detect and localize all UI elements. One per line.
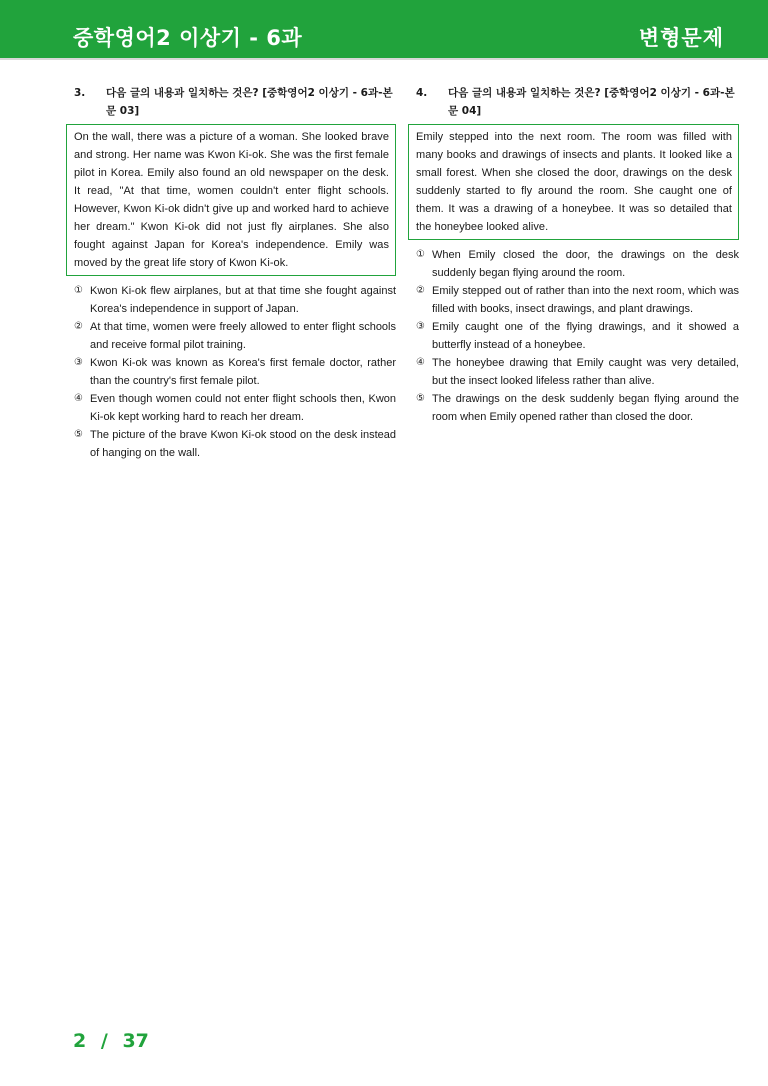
option-text: Even though women could not enter flight schools then, Kwon Ki-ok kept working hard to reach her dream. [90,393,396,423]
header-title: 중학영어2 이상기 - 6과 [73,26,303,50]
option-text: Emily caught one of the flying drawings, and it showed a butterfly instead of a honeybee. [432,321,739,351]
answer-option[interactable] [416,282,739,318]
option-text: When Emily closed the door, the drawings on the desk suddenly began flying around the room. [432,249,739,279]
page-number [73,1030,149,1052]
option-text: The picture of the brave Kwon Ki-ok stood on the desk instead of hanging on the wall. [90,429,396,459]
option-text: The honeybee drawing that Emily caught was very detailed, but the insect looked lifeless rather than alive. [432,357,739,387]
question-number: 4. [416,87,428,99]
option-marker: ② [416,285,425,296]
question-4 [408,84,739,426]
option-marker: ③ [416,321,425,332]
option-marker: ③ [74,357,83,368]
option-marker: ① [74,285,83,296]
option-marker: ① [416,249,425,260]
option-text: Kwon Ki-ok was known as Korea's first female doctor, rather than the country's first female pilot. [90,357,396,387]
option-text: Kwon Ki-ok flew airplanes, but at that time she fought against Korea's independence in support of Japan. [90,285,396,315]
answer-option[interactable] [74,354,396,390]
current-page: 2 [73,1030,87,1052]
answer-option[interactable] [416,246,739,282]
question-number: 3. [74,87,86,99]
header-label: 변형문제 [638,26,724,50]
option-text: Emily stepped out of rather than into the next room, which was filled with books, insect drawings, and plant drawings. [432,285,739,315]
page-separator: / [100,1030,108,1052]
question-text: 다음 글의 내용과 일치하는 것은? [중학영어2 이상기 - 6과-본문 03] [106,87,393,117]
answer-option[interactable] [74,282,396,318]
option-marker: ④ [416,357,425,368]
total-pages: 37 [122,1030,149,1052]
passage-box: On the wall, there was a picture of a woman. She looked brave and strong. Her name was Kwon Ki-ok. She was the first female pilot in Korea. Emily also found an old newspaper on the desk. It read, "At that time, women couldn't enter flight schools. However, Kwon Ki-ok didn't give up and worked hard to achieve her dream." Kwon Ki-ok did not just fly airplanes. She also fought against Japan for Korea's independence. Emily was moved by the great life story of Kwon Ki-ok. [66,124,396,276]
option-marker: ④ [74,393,83,404]
question-text: 다음 글의 내용과 일치하는 것은? [중학영어2 이상기 - 6과-본문 04] [448,87,735,117]
option-marker: ⑤ [74,429,83,440]
answer-option[interactable] [416,354,739,390]
option-marker: ⑤ [416,393,425,404]
question-prompt [74,84,396,120]
option-text: At that time, women were freely allowed to enter flight schools and receive formal pilot training. [90,321,396,351]
question-prompt [416,84,739,120]
answer-option[interactable] [74,390,396,426]
page-header [0,0,768,60]
answer-options [74,282,396,462]
option-text: The drawings on the desk suddenly began flying around the room when Emily opened rather than closed the door. [432,393,739,423]
option-marker: ② [74,321,83,332]
answer-options [416,246,739,426]
answer-option[interactable] [416,318,739,354]
answer-option[interactable] [74,426,396,462]
question-3 [66,84,396,462]
answer-option[interactable] [74,318,396,354]
answer-option[interactable] [416,390,739,426]
passage-box: Emily stepped into the next room. The room was filled with many books and drawings of insects and plants. It looked like a small forest. When she closed the door, drawings on the desk suddenly started to fly around the room. She caught one of them. It was a drawing of a honeybee. It was so detailed that the honeybee looked alive. [408,124,739,240]
